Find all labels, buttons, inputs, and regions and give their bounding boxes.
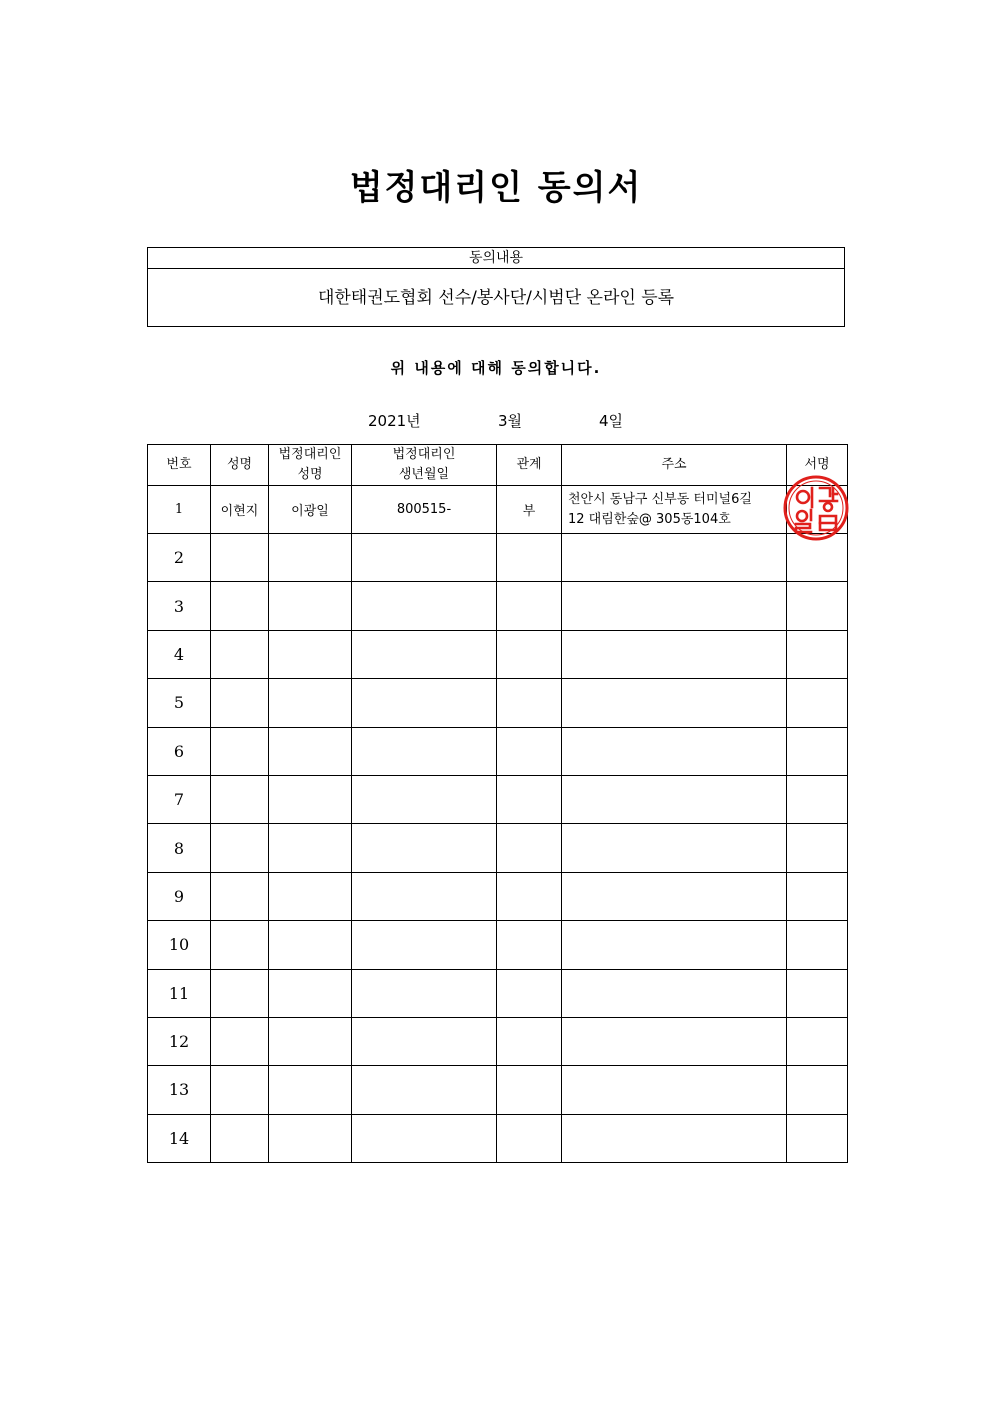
date-month: 3월 — [498, 412, 523, 430]
row-guardian-birth — [352, 872, 497, 920]
row-number: 11 — [148, 969, 211, 1017]
row-signature — [787, 1114, 848, 1162]
row-number: 4 — [148, 630, 211, 678]
row-guardian-name: 이광일 — [269, 486, 352, 534]
row-address-line2: 12 대림한숲@ 305동104호 — [568, 511, 731, 527]
row-address — [562, 630, 787, 678]
row-name — [211, 1114, 269, 1162]
row-name — [211, 679, 269, 727]
header-guardian-birth — [352, 445, 497, 486]
row-guardian-name — [269, 969, 352, 1017]
row-guardian-name — [269, 582, 352, 630]
row-guardian-birth — [352, 534, 497, 582]
row-address — [562, 872, 787, 920]
consent-box — [147, 247, 845, 327]
row-relation — [497, 1114, 562, 1162]
row-number: 13 — [148, 1066, 211, 1114]
row-guardian-birth — [352, 630, 497, 678]
row-signature — [787, 775, 848, 823]
row-guardian-name — [269, 534, 352, 582]
row-name — [211, 582, 269, 630]
header-signature: 서명 — [787, 445, 848, 486]
row-guardian-birth — [352, 727, 497, 775]
row-number: 1 — [148, 486, 211, 534]
row-signature — [787, 582, 848, 630]
registration-table — [147, 444, 848, 1163]
row-number: 8 — [148, 824, 211, 872]
row-number: 10 — [148, 921, 211, 969]
header-number: 번호 — [148, 445, 211, 486]
row-signature — [787, 1066, 848, 1114]
row-signature — [787, 1017, 848, 1065]
row-guardian-name — [269, 775, 352, 823]
row-address — [562, 679, 787, 727]
table-row — [148, 872, 848, 920]
row-guardian-birth — [352, 775, 497, 823]
row-name — [211, 872, 269, 920]
row-address — [562, 727, 787, 775]
row-guardian-name — [269, 679, 352, 727]
table-row — [148, 486, 848, 534]
row-address — [562, 534, 787, 582]
row-number: 6 — [148, 727, 211, 775]
consent-header: 동의내용 — [148, 248, 844, 269]
row-address — [562, 824, 787, 872]
row-signature — [787, 679, 848, 727]
table-row — [148, 727, 848, 775]
date-day: 4일 — [599, 412, 624, 430]
row-guardian-birth — [352, 679, 497, 727]
row-signature — [787, 727, 848, 775]
header-address: 주소 — [562, 445, 787, 486]
table-row — [148, 582, 848, 630]
row-name — [211, 1066, 269, 1114]
row-number: 9 — [148, 872, 211, 920]
row-name — [211, 921, 269, 969]
row-relation: 부 — [497, 486, 562, 534]
row-relation — [497, 775, 562, 823]
row-guardian-name — [269, 872, 352, 920]
table-row — [148, 921, 848, 969]
row-signature — [787, 486, 848, 534]
row-guardian-name — [269, 727, 352, 775]
row-signature — [787, 630, 848, 678]
table-row — [148, 1114, 848, 1162]
row-address-line1: 천안시 동남구 신부동 터미널6길 — [568, 491, 752, 507]
row-number: 5 — [148, 679, 211, 727]
table-row — [148, 534, 848, 582]
row-guardian-birth — [352, 582, 497, 630]
row-name — [211, 969, 269, 1017]
row-number: 12 — [148, 1017, 211, 1065]
table-row — [148, 824, 848, 872]
row-guardian-name — [269, 921, 352, 969]
row-relation — [497, 534, 562, 582]
row-address — [562, 1017, 787, 1065]
row-guardian-name — [269, 630, 352, 678]
row-address — [562, 582, 787, 630]
row-number: 14 — [148, 1114, 211, 1162]
row-guardian-name — [269, 1114, 352, 1162]
header-guardian-name — [269, 445, 352, 486]
signature-seal — [782, 474, 850, 542]
header-guardian-name-line2: 성명 — [297, 467, 323, 482]
row-address — [562, 969, 787, 1017]
row-name — [211, 1017, 269, 1065]
table-row — [148, 630, 848, 678]
row-signature — [787, 824, 848, 872]
row-number: 7 — [148, 775, 211, 823]
row-guardian-birth — [352, 824, 497, 872]
row-guardian-birth — [352, 921, 497, 969]
table-header-row — [148, 445, 848, 486]
row-relation — [497, 969, 562, 1017]
table-row — [148, 969, 848, 1017]
row-number: 2 — [148, 534, 211, 582]
header-guardian-name-line1: 법정대리인 — [278, 447, 342, 462]
row-name — [211, 534, 269, 582]
row-address — [562, 1066, 787, 1114]
row-name — [211, 630, 269, 678]
row-address — [562, 921, 787, 969]
row-name — [211, 824, 269, 872]
row-guardian-birth — [352, 1017, 497, 1065]
header-guardian-birth-line1: 법정대리인 — [392, 447, 456, 462]
header-relation: 관계 — [497, 445, 562, 486]
row-guardian-birth — [352, 969, 497, 1017]
table-row — [148, 1017, 848, 1065]
row-address — [562, 775, 787, 823]
row-guardian-birth — [352, 1066, 497, 1114]
date-year: 2021년 — [368, 412, 421, 430]
row-address — [562, 1114, 787, 1162]
table-row — [148, 679, 848, 727]
row-address — [562, 486, 787, 534]
table-row — [148, 1066, 848, 1114]
row-relation — [497, 630, 562, 678]
row-name — [211, 775, 269, 823]
row-relation — [497, 727, 562, 775]
row-relation — [497, 679, 562, 727]
row-guardian-name — [269, 824, 352, 872]
row-relation — [497, 1017, 562, 1065]
row-guardian-name — [269, 1066, 352, 1114]
row-guardian-name — [269, 1017, 352, 1065]
agree-statement: 위 내용에 대해 동의합니다. — [390, 359, 602, 377]
row-signature — [787, 921, 848, 969]
row-name: 이현지 — [211, 486, 269, 534]
row-relation — [497, 824, 562, 872]
document-title: 법정대리인 동의서 — [349, 168, 643, 208]
header-name: 성명 — [211, 445, 269, 486]
row-name — [211, 727, 269, 775]
row-relation — [497, 1066, 562, 1114]
row-relation — [497, 872, 562, 920]
table-row — [148, 775, 848, 823]
header-guardian-birth-line2: 생년월일 — [398, 467, 450, 482]
row-signature — [787, 872, 848, 920]
row-guardian-birth — [352, 1114, 497, 1162]
consent-body: 대한태권도협회 선수/봉사단/시범단 온라인 등록 — [317, 288, 675, 308]
row-guardian-birth: 800515- — [352, 486, 497, 534]
row-number: 3 — [148, 582, 211, 630]
row-relation — [497, 582, 562, 630]
row-relation — [497, 921, 562, 969]
row-signature — [787, 969, 848, 1017]
